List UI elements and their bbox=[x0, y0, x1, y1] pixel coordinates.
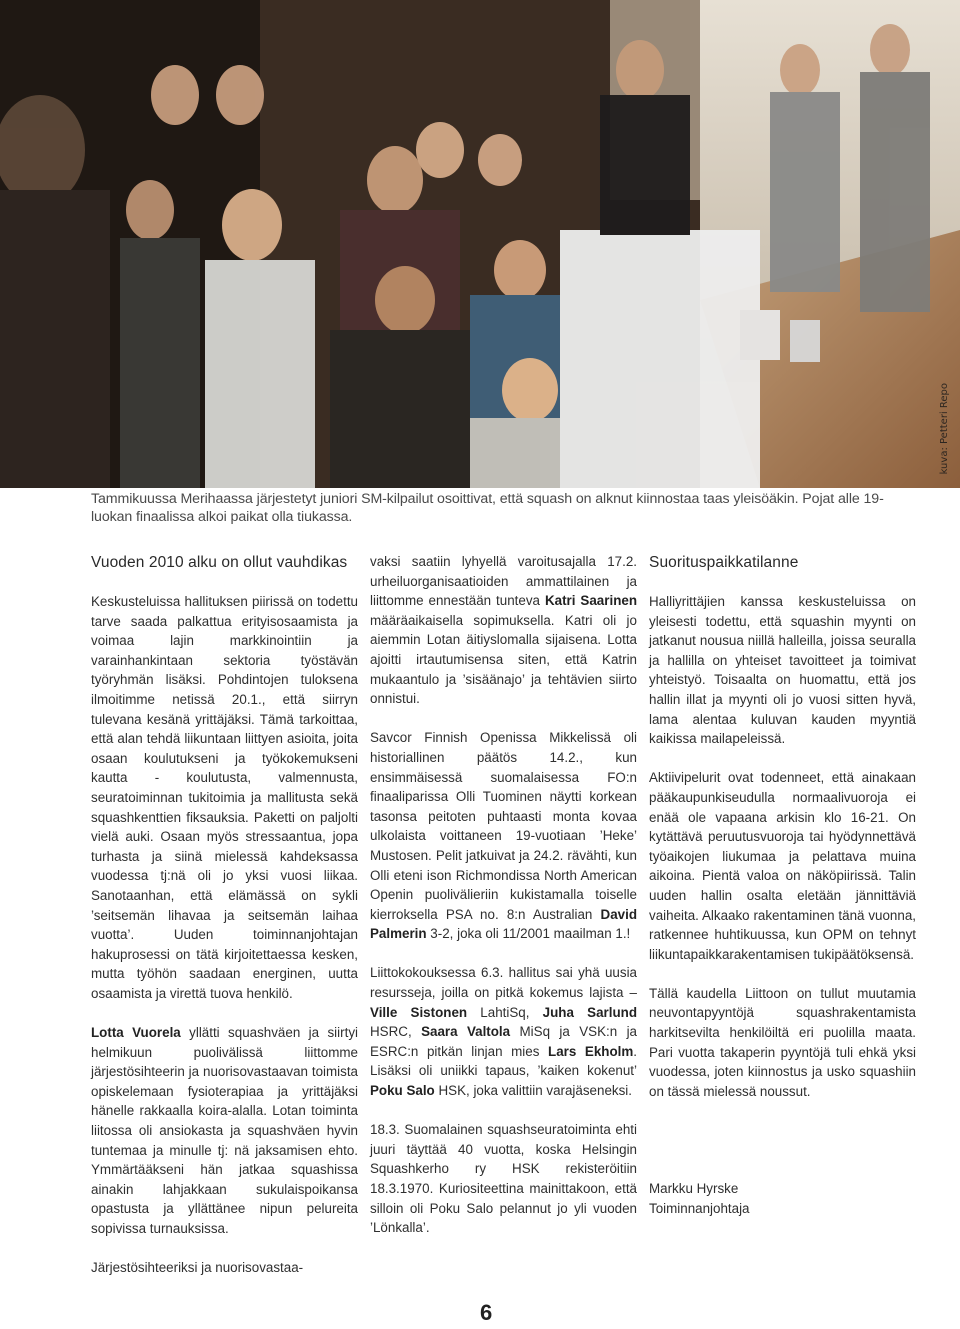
paragraph: Tällä kaudella Liittoon on tullut muutamia neuvontapyyntöjä squashrakentamista harkitsevilta henkilöiltä eri puolilla maata. Pari vuotta takaperin pyyntöjä tuli ehkä yksi vuodessa, joten kiinnostus ja usko squashiin on tässä mielessä noussut. bbox=[649, 985, 916, 1099]
person-name: Juha Sarlund bbox=[542, 1004, 638, 1020]
paragraph-text: vaksi saatiin lyhyellä varoitusajalla 17.2. urheiluorganisaatioiden ammattilainen ja liittomme ennestään tunteva bbox=[370, 554, 637, 609]
signature-title: Toiminnanjohtaja bbox=[649, 1201, 750, 1217]
signature-block bbox=[649, 1179, 916, 1218]
person-name: Lotta Vuorela bbox=[91, 1025, 181, 1041]
column-2 bbox=[370, 552, 637, 1257]
paragraph: Halliyrittäjien kanssa keskusteluissa on yleisesti todettu, että squashin myynti on jatkanut nousua niillä halleilla, joissa seuralla ja hallilla on yhteiset tavoitteet ja toimivat yhteistyö. Toisaalta on huomattu, että jos hallin illat ja myynti oli jo vuosi sitten hyvä, lama alentaa kuluvan kauden myyntiä kaikissa mailapeleissä. bbox=[649, 594, 916, 747]
paragraph-text: 3-2, joka oli 11/2001 maailman 1.! bbox=[426, 926, 631, 942]
paragraph bbox=[91, 1023, 358, 1239]
paragraph bbox=[370, 728, 637, 944]
column-3 bbox=[649, 552, 916, 1219]
person-name: Lars Ekholm bbox=[548, 1043, 634, 1059]
paragraph-text: . Lisäksi oli uniikki tapaus, ’kaiken kokenut’ bbox=[370, 1043, 637, 1079]
paragraph-text: määräaikaisella sopimuksella. Katri oli jo aiemmin Lotan äitiyslomalla sijaisena. Lotta ajoitti irtautumisensa siten, että Katrin mukaantulo ja ’sisäänajo’ ja tehtävien siirto onnistui. bbox=[370, 612, 637, 707]
paragraph: Järjestösihteeriksi ja nuorisovastaa- bbox=[91, 1260, 304, 1276]
paragraph: Keskusteluissa hallituksen piirissä on todettu tarve saada palkattua erityisosaamista ja voimaa lajin markkinointiin ja varainhankintaan sektoria työstävän työryhmän lisäksi. Pohdintojen tuloksena ilmoitimme netissä 20.1., että siirryn tulevana kesänä yrittäjäksi. Tämä tarkoittaa, että alan tehdä liikuntaan liittyen asioita, joita osaan koulutukseni ja työkokemukseni kautta - koulutusta, valmennusta, seuratoiminnan tukitoimia ja mallitusta sekä squashkenttien fiksauksia. Paketti on paljolti vielä auki. Osaan myös stressaantua, jopa turhasta ja siinä mielessä kahdeksassa vuodessa tj:nä oli jo yksi vuosi liikaa. Sanotaanhan, että elämässä on sykli ’seitsemän lihavaa ja seitsemän laihaa vuotta’. Uuden toiminnanjohtajan hakuprosessi on tätä kirjoitettaessa kesken, mutta työhön saadaan energinen, uutta osaamista ja virettä tuova henkilö. bbox=[91, 594, 358, 1001]
section-heading-facilities: Suorituspaikkatilanne bbox=[649, 554, 799, 571]
paragraph-text: MiSq ja VSK:n ja ESRC:n pitkän linjan mies bbox=[370, 1024, 637, 1059]
paragraph: Aktiivipelurit ovat todenneet, että ainakaan pääkaupunkiseudulla normaalivuoroja ei enää ole vapaana arkisin klo 16-21. On kytättävä peruutusvuoroja tai hyödynnettävä työaikojen liukumaa ja pelattava muina aikoina. Pientä valoa on näköpiirissä. Talin uuden hallin osalta eletään jännittäviä vaiheita. Alkaako rakentaminen tänä vuonna, ratkennee huhtikuussa, kun OPM on tehnyt liikuntapaikkarakentamisen tukipäätöksensä. bbox=[649, 770, 916, 962]
person-name: Saara Valtola bbox=[421, 1024, 511, 1040]
person-name: Katri Saarinen bbox=[544, 593, 637, 609]
paragraph-text: Savcor Finnish Openissa Mikkelissä oli historiallinen päätös 14.2., kun ensimmäisessä suomalaisessa FO:n finaaliparissa Olli Tuominen näytti korkean tasonsa peitoten puhtaasti monta kovaa ulkolaista voittaneen 19-vuotiaan ’Heke’ Mustosen. Pelit jatkuivat ja 24.2. rävähti, kun Olli eteni ison Richmondissa North American Openin puolivälieriin kukistamalla toiselle kierroksella PSA no. 8:n Australian bbox=[370, 730, 637, 922]
photo-caption: Tammikuussa Merihaassa järjestetyt juniori SM-kilpailut osoittivat, että squash on alknut kiinnostaa taas yleisöäkin. Pojat alle 19-luokan finaalissa alkoi paikat olla tiukassa. bbox=[91, 491, 884, 525]
paragraph-text: HSK, joka valittiin varajäseneksi. bbox=[434, 1083, 632, 1099]
column-1 bbox=[91, 552, 358, 1297]
paragraph-text: HSRC, bbox=[370, 1024, 422, 1040]
person-name: David Palmerin bbox=[370, 906, 637, 942]
paragraph: 18.3. Suomalainen squashseuratoiminta ehti juuri täyttää 40 vuotta, koska Helsingin Squashkerho ry HSK rekisteröitiin 18.3.1970. Kuriositeettina mainittakoon, että silloin oli Poku Salo pelannut jo yli vuoden ’Lönkalla’. bbox=[370, 1122, 637, 1236]
spectators-photo bbox=[0, 0, 960, 488]
person-name: Poku Salo bbox=[370, 1083, 435, 1099]
paragraph bbox=[370, 963, 637, 1100]
signature-name: Markku Hyrske bbox=[649, 1181, 739, 1197]
photo-credit: kuva: Petteri Repo bbox=[939, 382, 950, 474]
person-name: Ville Sistonen bbox=[370, 1004, 468, 1020]
paragraph bbox=[370, 552, 637, 709]
paragraph-text: Liittokokouksessa 6.3. hallitus sai yhä uusia resursseja, joilla on pitkä kokemus lajista – bbox=[370, 965, 637, 1001]
paragraph-text: yllätti squashväen ja siirtyi helmikuun puolivälissä liittomme järjestösihteerin ja nuorisovastaavan toimista opiskelemaan fysioterapiaa ja yrittäjäksi hänelle rakkaalla koira-alalla. Lotan toiminta liitossa oli ansiokasta ja squashväen hyvin tuntemaa ja minulle tj: nä jaksamisen ehto. Ymmärtääkseni hän jatkaa squashissa ainakin lahjakkaan sukulaispoikansa opastusta ja yllättänee nipun pelureita sopivissa turnauksissa. bbox=[91, 1025, 358, 1236]
paragraph-text: LahtiSq, bbox=[467, 1004, 543, 1020]
section-heading-2010: Vuoden 2010 alku on ollut vauhdikas bbox=[91, 554, 348, 571]
photo-illustration bbox=[0, 0, 960, 488]
page-number: 6 bbox=[480, 1300, 493, 1325]
